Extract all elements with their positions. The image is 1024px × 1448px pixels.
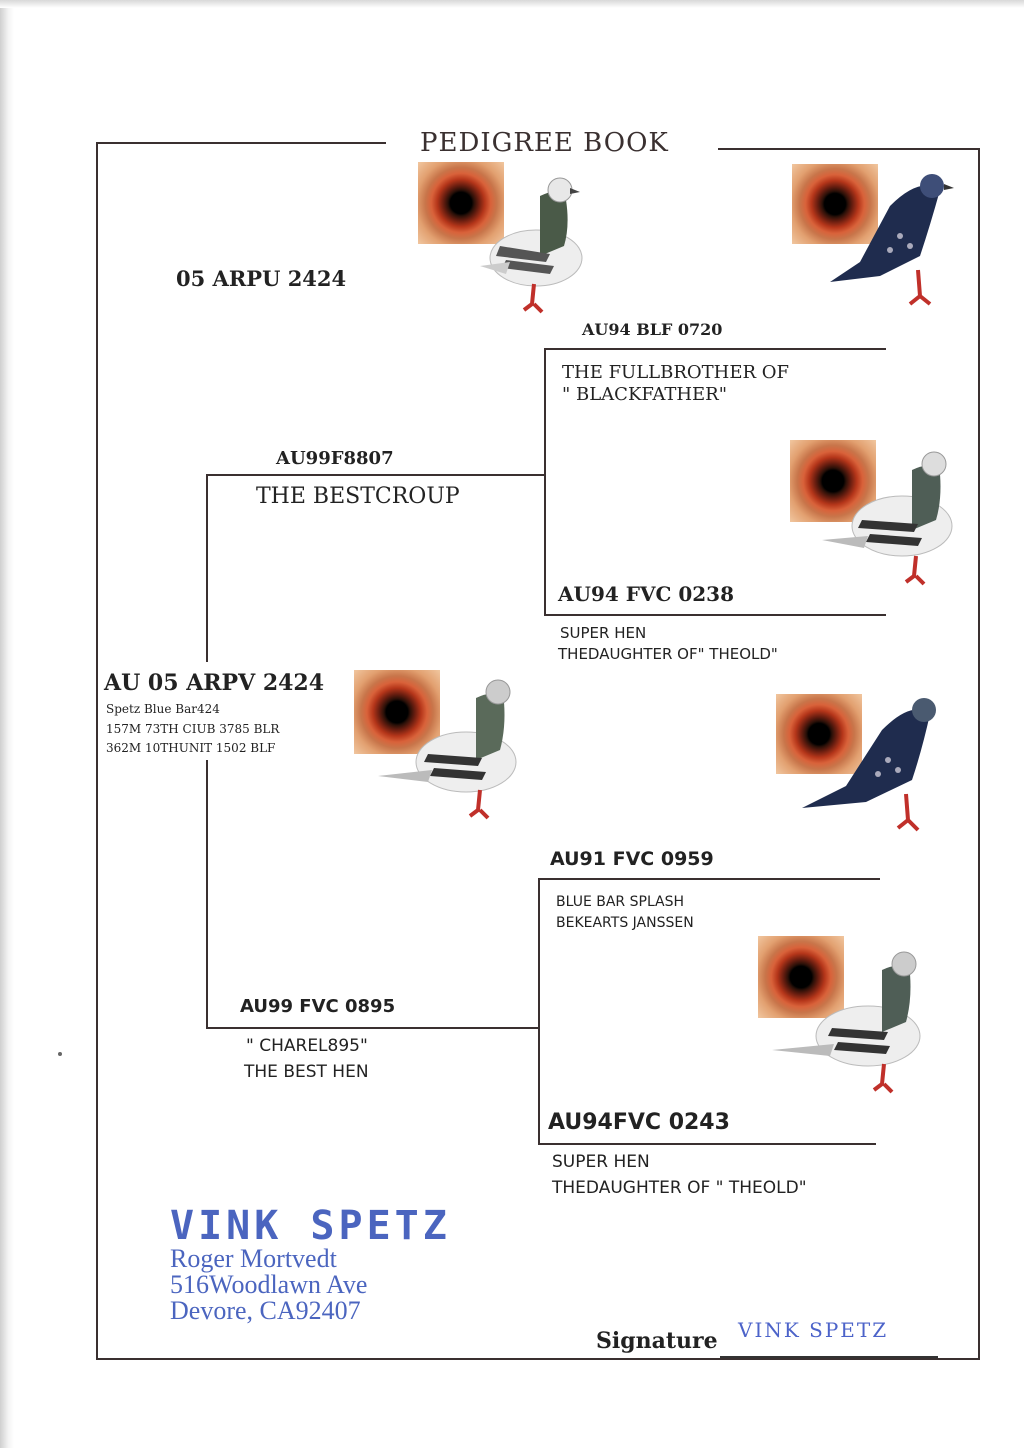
signature-label: Signature <box>596 1328 718 1354</box>
pigeon-photo-top-left <box>470 166 600 320</box>
tree-dam-dam-line <box>538 1143 876 1145</box>
scan-top-edge <box>0 0 1024 8</box>
sire-sire-band: AU94 BLF 0720 <box>582 320 723 339</box>
top-band-label: 05 ARPU 2424 <box>176 266 347 291</box>
signature-line <box>720 1356 938 1358</box>
signature-stamp: VINK SPETZ <box>738 1318 889 1342</box>
dam-sire-band: AU91 FVC 0959 <box>550 848 714 870</box>
sire-sire-line-2: " BLACKFATHER" <box>562 384 728 405</box>
stamp-line-3: 516Woodlawn Ave <box>170 1270 368 1299</box>
page-title: PEDIGREE BOOK <box>420 128 669 158</box>
dam-sire-line-1: BLUE BAR SPLASH <box>556 894 685 910</box>
sire-name: THE BESTCROUP <box>256 484 460 509</box>
sire-dam-band: AU94 FVC 0238 <box>558 582 735 606</box>
tree-dam-sire-line <box>538 878 880 880</box>
sire-dam-line-1: SUPER HEN <box>560 624 647 642</box>
dam-dam-band: AU94FVC 0243 <box>548 1110 730 1135</box>
sire-sire-line-1: THE FULLBROTHER OF <box>562 362 790 383</box>
sire-band: AU99F8807 <box>276 448 394 469</box>
subject-line-1: Spetz Blue Bar424 <box>106 702 220 716</box>
dam-name-line-2: THE BEST HEN <box>244 1062 369 1082</box>
tree-dam-horizontal <box>206 1027 538 1029</box>
scan-left-edge <box>0 0 14 1448</box>
tree-sire-dam-line <box>544 614 886 616</box>
stamp-line-4: Devore, CA92407 <box>170 1296 361 1325</box>
frame-left <box>96 142 98 1360</box>
pigeon-photo-subject <box>378 672 528 822</box>
frame-top-left <box>96 142 386 144</box>
stamp-line-2: Roger Mortvedt <box>170 1244 337 1273</box>
subject-line-2: 157M 73TH CIUB 3785 BLR <box>106 722 280 736</box>
sire-dam-line-2: THEDAUGHTER OF" THEOLD" <box>558 645 778 663</box>
pigeon-photo-dam-sire <box>802 690 952 840</box>
dam-band: AU99 FVC 0895 <box>240 996 396 1017</box>
tree-sire-vertical <box>544 348 546 616</box>
subject-line-3: 362M 10THUNIT 1502 BLF <box>106 741 276 755</box>
tree-subject-vertical-top <box>206 474 208 662</box>
dam-sire-line-2: BEKEARTS JANSSEN <box>556 915 694 931</box>
owner-stamp <box>170 1203 451 1325</box>
dam-dam-line-1: SUPER HEN <box>552 1152 650 1172</box>
dam-name-line-1: " CHAREL895" <box>246 1036 368 1056</box>
tree-dam-vertical <box>538 878 540 1144</box>
pigeon-photo-top-right <box>820 166 960 316</box>
frame-top-right <box>718 148 980 150</box>
tree-sire-horizontal <box>206 474 544 476</box>
scan-dot <box>58 1052 62 1056</box>
pigeon-photo-dam-dam <box>772 940 932 1100</box>
frame-right <box>978 148 980 1360</box>
frame-bottom <box>96 1358 980 1360</box>
tree-subject-vertical-bottom <box>206 760 208 1028</box>
subject-band: AU 05 ARPV 2424 <box>104 670 325 696</box>
dam-dam-line-2: THEDAUGHTER OF " THEOLD" <box>552 1178 807 1198</box>
pigeon-photo-sire-dam <box>822 440 962 590</box>
tree-sire-sire-line <box>544 348 886 350</box>
stamp-line-1: VINK SPETZ <box>170 1203 451 1249</box>
